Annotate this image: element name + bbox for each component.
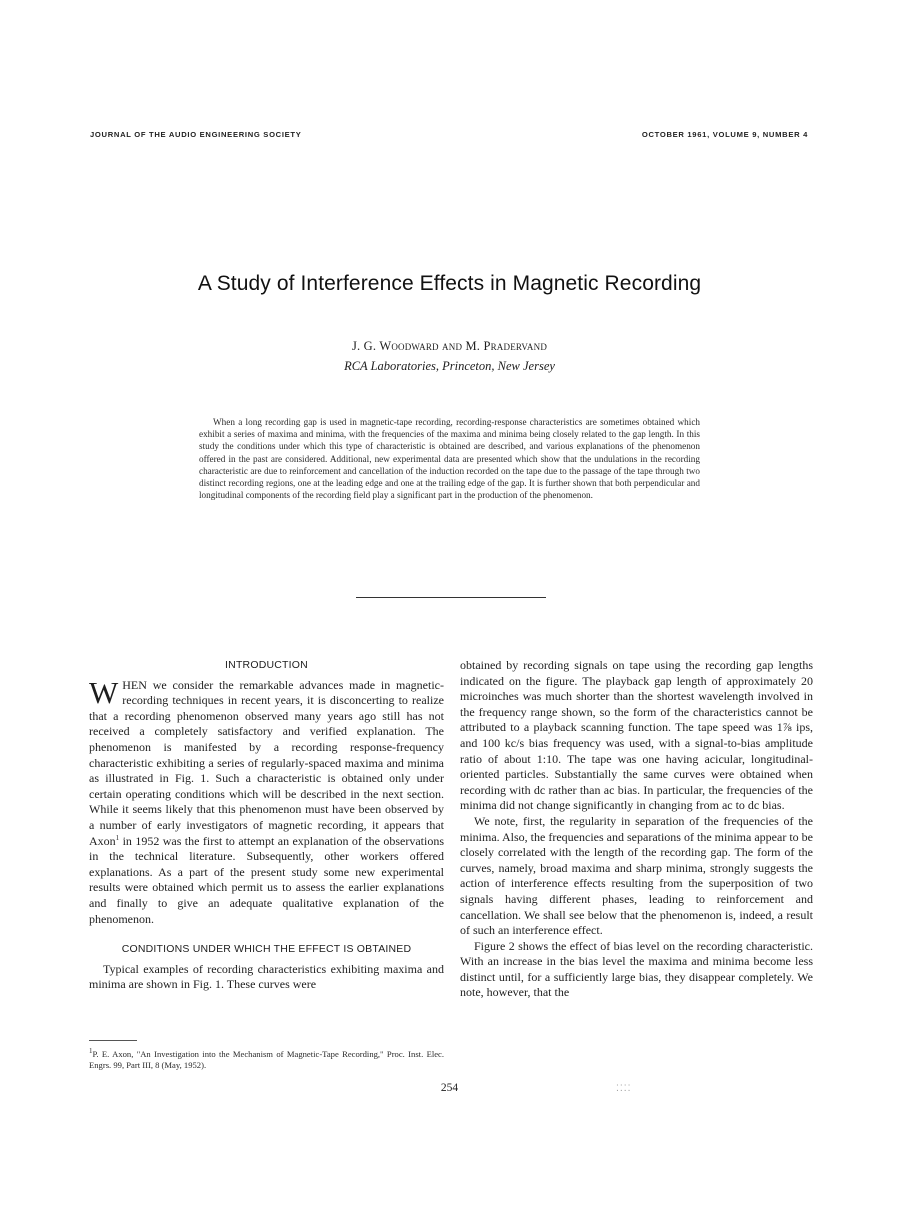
footnote-text: P. E. Axon, "An Investigation into the Mechanism of Magnetic-Tape Recording," Proc. Inst. Elec. Engrs. 99, Part III, 8 (May, 1952). [89,1049,444,1070]
right-paragraph-2: We note, first, the regularity in separation of the frequencies of the minima. Also, the frequencies and separations of the minima appear to be closely correlated with the length of the recording gap. The form of the curves, namely, broad maxima and sharp minima, strongly suggests the action of interference effects resulting from the superposition of two signals having different phases, leading to reinforcement and cancellation. We shall see below that the phenomenon is, indeed, a result of such an interference effect. [460,813,813,938]
journal-name: JOURNAL OF THE AUDIO ENGINEERING SOCIETY [90,130,302,139]
conditions-paragraph: Typical examples of recording characteristics exhibiting maxima and minima are shown in Fig. 1. These curves were [89,961,444,992]
issue-info: OCTOBER 1961, VOLUME 9, NUMBER 4 [641,130,808,139]
intro-text-1: HEN we consider the remarkable advances made in magnetic-recording techniques in recent years, it is disconcerting to realize that a recording phenomenon observed many years ago still has not received a completely satisfactory and verified explanation. The phenomenon is manifested by a recording response-frequency characteristic exhibiting a series of regularly-spaced maxima and minima as illustrated in Fig. 1. Such a characteristic is obtained only under certain operating conditions which will be described in the next section. While it seems likely that this phenomenon must have been observed by a number of early investigators of magnetic recording, it appears that Axon [89,677,444,848]
page-number: 254 [440,1082,459,1094]
drop-cap: W [89,674,119,710]
separator-rule [356,597,546,598]
section-heading-conditions: CONDITIONS UNDER WHICH THE EFFECT IS OBTAINED [121,943,412,956]
right-paragraph-1: obtained by recording signals on tape using the recording gap lengths indicated on the figure. The playback gap length of approximately 20 microinches was much shorter than the shortest wavelength involved in the frequency range shown, so the form of the characteristics cannot be attributed to a playback scanning function. The tape speed was 1⅞ ips, and 100 kc/s bias frequency was used, with a signal-to-bias amplitude ratio of about 1:10. The tape was one having acicular, longitudinal-oriented particles. Substantially the same curves were obtained when recording with dc rather than ac bias. In particular, the frequencies of the minima did not change significantly in changing from ac to dc bias. [460,658,813,813]
right-paragraph-3: Figure 2 shows the effect of bias level on the recording characteristic. With an increase in the bias level the maxima and minima become less distinct until, for a sufficiently large bias, they disappear completely. We note, however, that the [460,938,813,1000]
reference-marker: 1 [115,833,120,842]
footnote-rule [89,1040,137,1041]
faint-stamp-mark: ⁚⁚⁚⁚ [616,1083,632,1093]
right-column [460,658,813,1001]
footnote-marker: 1 [89,1047,93,1056]
footnote [89,1049,444,1071]
article-title: A Study of Interference Effects in Magnetic Recording [197,272,702,295]
affiliation: RCA Laboratories, Princeton, New Jersey [344,359,555,373]
section-heading-introduction: INTRODUCTION [225,659,308,671]
abstract: When a long recording gap is used in magnetic-tape recording, recording-response characteristics are sometimes obtained which exhibit a series of maxima and minima, with the frequencies of the maxima and minima being closely related to the gap length. In this study the conditions under which this type of characteristic is obtained are described, and various explanations of the phenomenon offered in the past are considered. Additional, new experimental data are presented which show that the undulations in the recording characteristic are due to reinforcement and cancellation of the induction recorded on the tape due to the passage of the tape through two distinct recording regions, one at the leading edge and one at the trailing edge of the gap. It is further shown that both perpendicular and longitudinal components of the recording field play a significant part in the production of the phenomenon. [199,417,700,501]
intro-text-2: in 1952 was the first to attempt an explanation of the observations in the technical literature. Subsequently, other workers offered explanations. As a part of the present study some new experimental results were obtained which permit us to assess the earlier explanations and finally to give an adequate qualitative explanation of the phenomenon. [89,833,444,926]
intro-paragraph [89,674,444,928]
authors: J. G. Woodward and M. Pradervand [351,339,548,353]
left-column [89,658,444,993]
